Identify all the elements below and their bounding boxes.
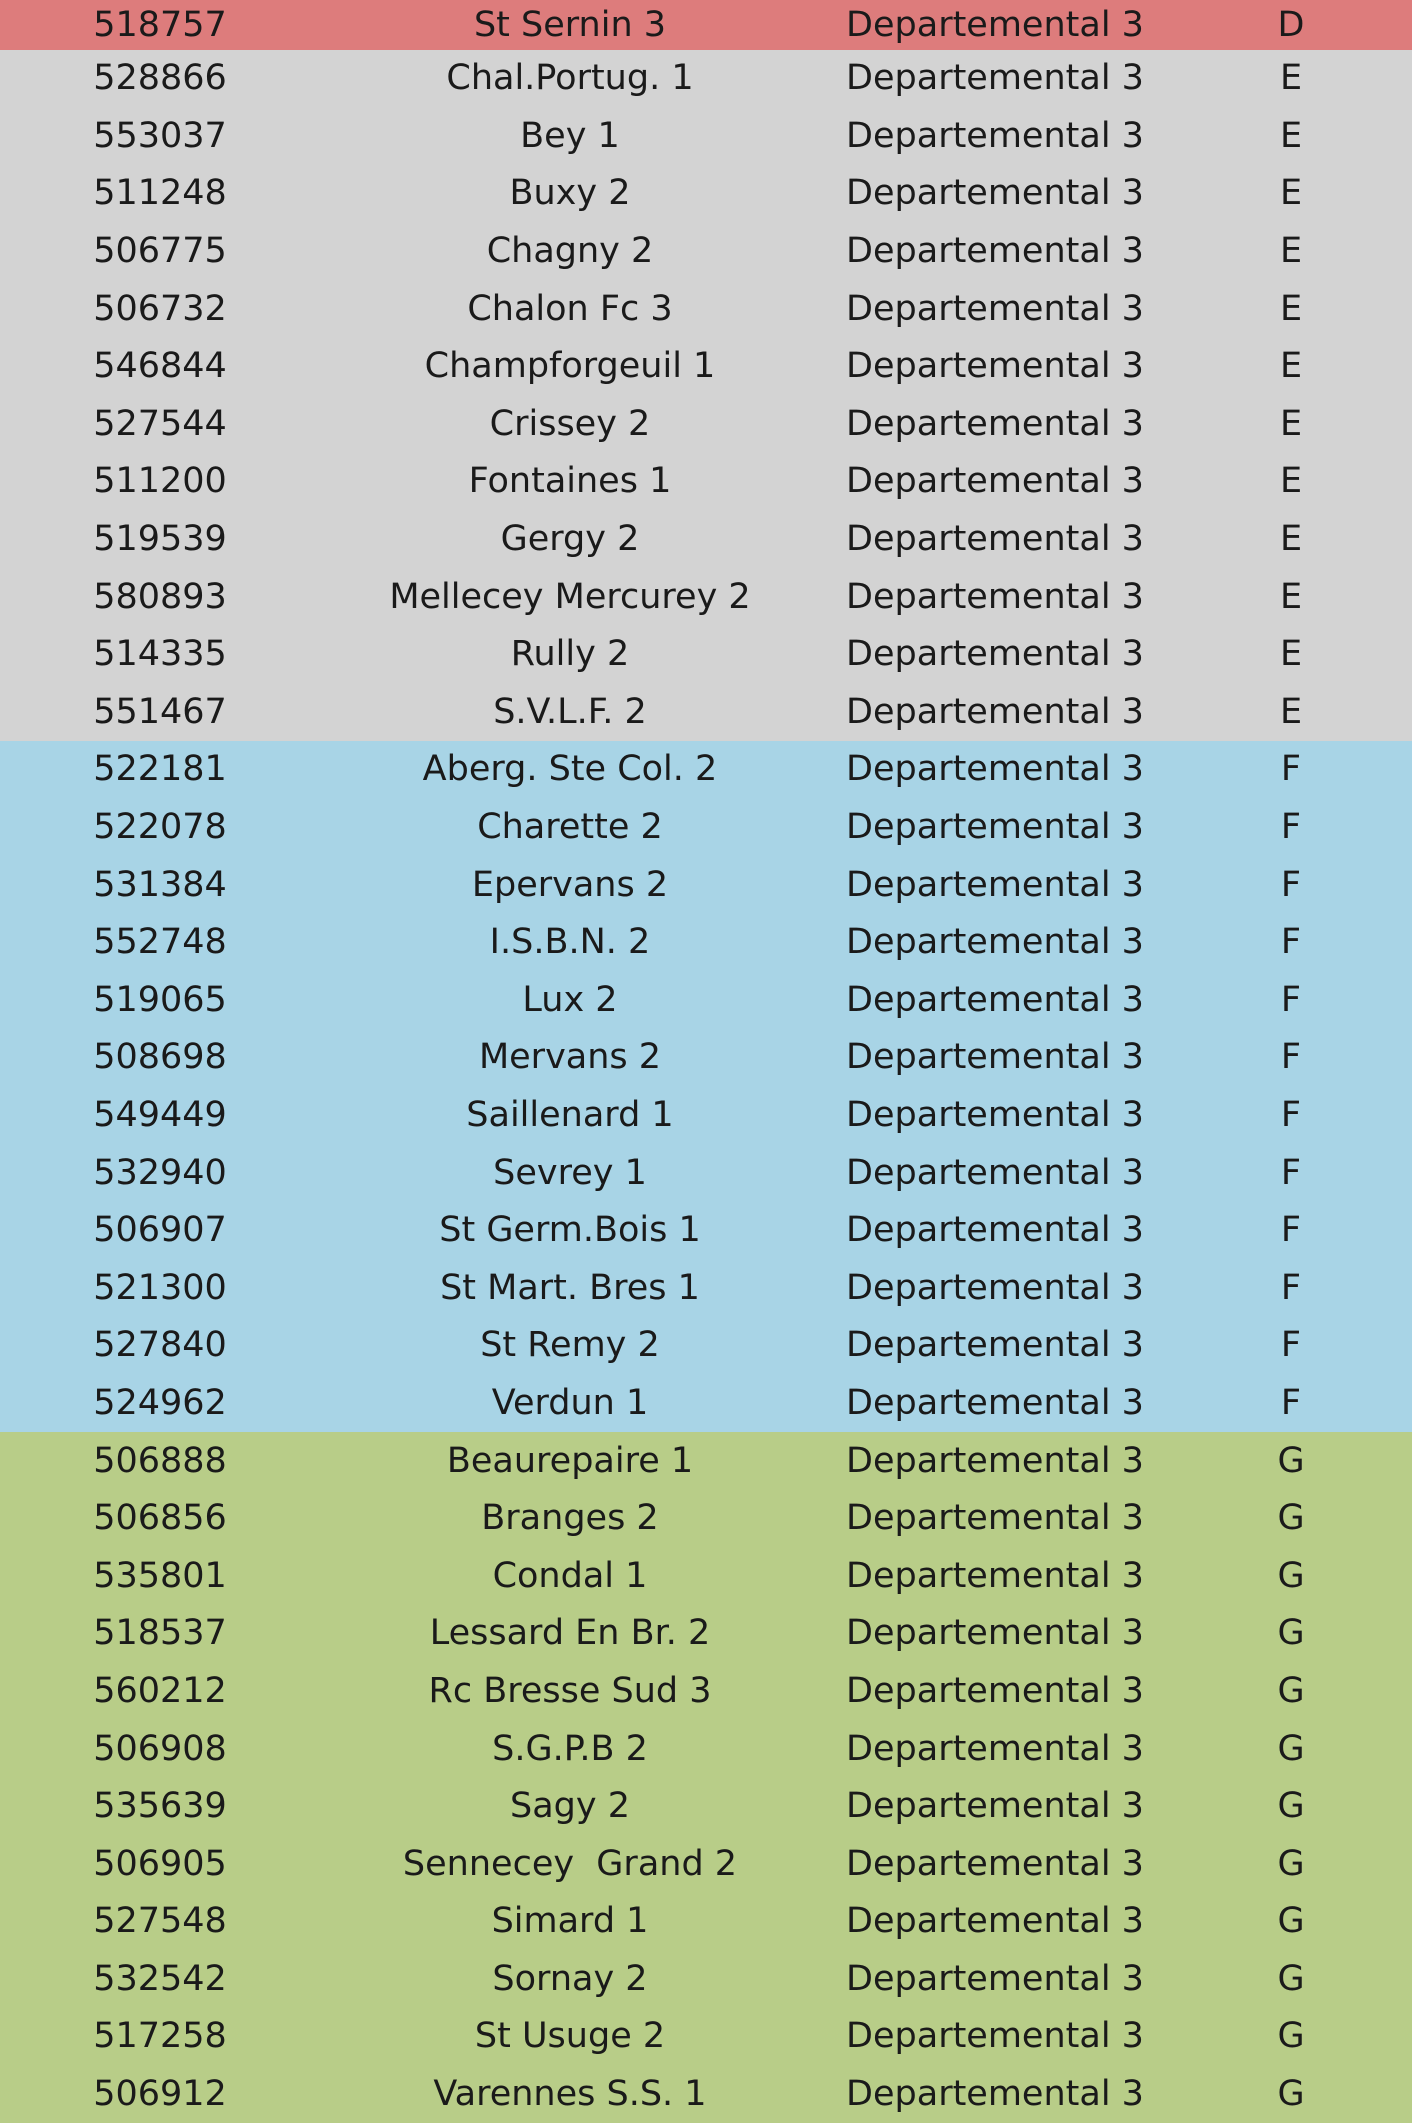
team-id-cell: 535801: [93, 1555, 227, 1596]
table-row: [0, 511, 1412, 569]
table-row: [0, 1893, 1412, 1951]
group-letter-cell: F: [1280, 1382, 1302, 1423]
club-name-cell: St Germ.Bois 1: [439, 1210, 701, 1251]
team-id-cell: 580893: [93, 576, 227, 617]
table-row: [0, 108, 1412, 166]
group-letter-cell: E: [1279, 58, 1303, 99]
team-id-cell: 546844: [93, 346, 227, 387]
group-letter-cell: G: [1277, 1786, 1305, 1827]
level-cell: Departemental 3: [846, 1498, 1144, 1539]
team-id-cell: 549449: [93, 1094, 227, 1135]
club-name-cell: Beaurepaire 1: [446, 1440, 694, 1481]
club-name-cell: S.V.L.F. 2: [493, 691, 647, 732]
level-cell: Departemental 3: [846, 922, 1144, 963]
team-id-cell: 519065: [93, 979, 227, 1020]
group-letter-cell: G: [1277, 1670, 1305, 1711]
level-cell: Departemental 3: [846, 2016, 1144, 2057]
table-row: [0, 856, 1412, 914]
table-row: [0, 1029, 1412, 1087]
level-cell: Departemental 3: [846, 4, 1144, 45]
group-letter-cell: G: [1277, 1613, 1305, 1654]
team-id-cell: 521300: [93, 1267, 227, 1308]
table-row: [0, 1547, 1412, 1605]
level-cell: Departemental 3: [846, 864, 1144, 905]
team-id-cell: 552748: [93, 922, 227, 963]
group-letter-cell: F: [1280, 922, 1302, 963]
team-id-cell: 506907: [93, 1210, 227, 1251]
table-row: [0, 0, 1412, 50]
club-name-cell: Simard 1: [491, 1901, 649, 1942]
group-letter-cell: E: [1279, 288, 1303, 329]
level-cell: Departemental 3: [846, 576, 1144, 617]
level-cell: Departemental 3: [846, 1843, 1144, 1884]
level-cell: Departemental 3: [846, 691, 1144, 732]
team-id-cell: 535639: [93, 1786, 227, 1827]
team-id-cell: 527840: [93, 1325, 227, 1366]
club-name-cell: St Remy 2: [480, 1325, 660, 1366]
level-cell: Departemental 3: [846, 634, 1144, 675]
group-letter-cell: F: [1280, 1267, 1302, 1308]
group-letter-cell: G: [1277, 1555, 1305, 1596]
level-cell: Departemental 3: [846, 115, 1144, 156]
team-id-cell: 519539: [93, 519, 227, 560]
team-id-cell: 506856: [93, 1498, 227, 1539]
table-row: [0, 280, 1412, 338]
team-id-cell: 518757: [93, 4, 227, 45]
table-row: [0, 165, 1412, 223]
level-cell: Departemental 3: [846, 1325, 1144, 1366]
team-id-cell: 522078: [93, 807, 227, 848]
table-row: [0, 50, 1412, 108]
table-row: [0, 2066, 1412, 2123]
club-name-cell: I.S.B.N. 2: [489, 922, 651, 963]
group-letter-cell: E: [1279, 691, 1303, 732]
club-name-cell: Rully 2: [510, 634, 630, 675]
team-id-cell: 532542: [93, 1958, 227, 1999]
team-id-cell: 517258: [93, 2016, 227, 2057]
level-cell: Departemental 3: [846, 1440, 1144, 1481]
group-letter-cell: F: [1280, 1210, 1302, 1251]
club-name-cell: Crissey 2: [489, 403, 651, 444]
team-id-cell: 506775: [93, 231, 227, 272]
table-row: [0, 1087, 1412, 1145]
level-cell: Departemental 3: [846, 1094, 1144, 1135]
group-letter-cell: G: [1277, 1958, 1305, 1999]
club-name-cell: Rc Bresse Sud 3: [428, 1670, 712, 1711]
group-letter-cell: E: [1279, 173, 1303, 214]
table-row: [0, 1605, 1412, 1663]
table-row: [0, 799, 1412, 857]
team-id-cell: 508698: [93, 1037, 227, 1078]
table-row: [0, 223, 1412, 281]
club-name-cell: Verdun 1: [491, 1382, 649, 1423]
club-name-cell: Buxy 2: [509, 173, 631, 214]
club-name-cell: Chalon Fc 3: [467, 288, 673, 329]
team-id-cell: 522181: [93, 749, 227, 790]
club-name-cell: Chagny 2: [486, 231, 654, 272]
group-letter-cell: F: [1280, 1325, 1302, 1366]
group-letter-cell: D: [1277, 4, 1305, 45]
group-letter-cell: F: [1280, 1152, 1302, 1193]
team-id-cell: 531384: [93, 864, 227, 905]
team-id-cell: 506888: [93, 1440, 227, 1481]
group-letter-cell: G: [1277, 1728, 1305, 1769]
club-name-cell: Gergy 2: [500, 519, 640, 560]
club-name-cell: St Sernin 3: [473, 4, 667, 45]
level-cell: Departemental 3: [846, 461, 1144, 502]
table-row: [0, 1144, 1412, 1202]
team-id-cell: 506732: [93, 288, 227, 329]
level-cell: Departemental 3: [846, 1670, 1144, 1711]
team-id-cell: 532940: [93, 1152, 227, 1193]
club-name-cell: Sornay 2: [492, 1958, 648, 1999]
table-row: [0, 1778, 1412, 1836]
level-cell: Departemental 3: [846, 173, 1144, 214]
level-cell: Departemental 3: [846, 231, 1144, 272]
team-id-cell: 506905: [93, 1843, 227, 1884]
level-cell: Departemental 3: [846, 58, 1144, 99]
team-id-cell: 524962: [93, 1382, 227, 1423]
table-row: [0, 338, 1412, 396]
level-cell: Departemental 3: [846, 403, 1144, 444]
level-cell: Departemental 3: [846, 1958, 1144, 1999]
team-id-cell: 527544: [93, 403, 227, 444]
group-letter-cell: G: [1277, 1440, 1305, 1481]
club-name-cell: Champforgeuil 1: [424, 346, 716, 387]
team-id-cell: 527548: [93, 1901, 227, 1942]
table-row: [0, 396, 1412, 454]
club-name-cell: Lessard En Br. 2: [429, 1613, 711, 1654]
group-letter-cell: G: [1277, 1901, 1305, 1942]
table-row: [0, 1720, 1412, 1778]
level-cell: Departemental 3: [846, 1613, 1144, 1654]
club-name-cell: Branges 2: [481, 1498, 659, 1539]
level-cell: Departemental 3: [846, 807, 1144, 848]
team-id-cell: 511248: [93, 173, 227, 214]
team-id-cell: 506912: [93, 2074, 227, 2115]
level-cell: Departemental 3: [846, 1267, 1144, 1308]
team-id-cell: 528866: [93, 58, 227, 99]
table-row: [0, 1951, 1412, 2009]
group-letter-cell: E: [1279, 519, 1303, 560]
group-letter-cell: F: [1280, 1094, 1302, 1135]
club-name-cell: Sevrey 1: [493, 1152, 647, 1193]
club-name-cell: Fontaines 1: [468, 461, 672, 502]
table-row: [0, 1202, 1412, 1260]
group-letter-cell: F: [1280, 864, 1302, 905]
club-name-cell: Varennes S.S. 1: [433, 2074, 707, 2115]
team-id-cell: 506908: [93, 1728, 227, 1769]
team-id-cell: 553037: [93, 115, 227, 156]
group-letter-cell: G: [1277, 1843, 1305, 1884]
table-row: [0, 1663, 1412, 1721]
level-cell: Departemental 3: [846, 749, 1144, 790]
group-letter-cell: E: [1279, 231, 1303, 272]
level-cell: Departemental 3: [846, 1210, 1144, 1251]
club-name-cell: Sennecey Grand 2: [402, 1843, 738, 1884]
table-row: [0, 1432, 1412, 1490]
level-cell: Departemental 3: [846, 1786, 1144, 1827]
club-name-cell: Charette 2: [477, 807, 663, 848]
club-name-cell: St Mart. Bres 1: [440, 1267, 700, 1308]
table-row: [0, 684, 1412, 742]
team-id-cell: 551467: [93, 691, 227, 732]
table-row: [0, 1317, 1412, 1375]
level-cell: Departemental 3: [846, 979, 1144, 1020]
level-cell: Departemental 3: [846, 1555, 1144, 1596]
group-letter-cell: E: [1279, 403, 1303, 444]
group-letter-cell: E: [1279, 461, 1303, 502]
club-name-cell: S.G.P.B 2: [492, 1728, 648, 1769]
table-row: [0, 1835, 1412, 1893]
level-cell: Departemental 3: [846, 288, 1144, 329]
table-row: [0, 626, 1412, 684]
club-name-cell: Mellecey Mercurey 2: [389, 576, 751, 617]
level-cell: Departemental 3: [846, 1728, 1144, 1769]
group-letter-cell: E: [1279, 346, 1303, 387]
group-letter-cell: F: [1280, 979, 1302, 1020]
club-name-cell: Chal.Portug. 1: [446, 58, 694, 99]
club-name-cell: Sagy 2: [510, 1786, 630, 1827]
group-letter-cell: F: [1280, 1037, 1302, 1078]
group-letter-cell: F: [1280, 749, 1302, 790]
club-name-cell: Epervans 2: [471, 864, 669, 905]
table-row: [0, 2008, 1412, 2066]
table-row: [0, 914, 1412, 972]
group-letter-cell: G: [1277, 2074, 1305, 2115]
team-id-cell: 514335: [93, 634, 227, 675]
group-letter-cell: G: [1277, 1498, 1305, 1539]
group-letter-cell: F: [1280, 807, 1302, 848]
level-cell: Departemental 3: [846, 1382, 1144, 1423]
club-name-cell: Condal 1: [492, 1555, 648, 1596]
club-name-cell: Mervans 2: [478, 1037, 662, 1078]
level-cell: Departemental 3: [846, 346, 1144, 387]
team-id-cell: 511200: [93, 461, 227, 502]
group-letter-cell: E: [1279, 115, 1303, 156]
group-letter-cell: G: [1277, 2016, 1305, 2057]
table-row: [0, 972, 1412, 1030]
club-name-cell: St Usuge 2: [474, 2016, 666, 2057]
table-row: [0, 741, 1412, 799]
club-name-cell: Aberg. Ste Col. 2: [422, 749, 718, 790]
team-id-cell: 560212: [93, 1670, 227, 1711]
club-name-cell: Bey 1: [520, 115, 620, 156]
level-cell: Departemental 3: [846, 1901, 1144, 1942]
club-name-cell: Lux 2: [522, 979, 618, 1020]
group-letter-cell: E: [1279, 576, 1303, 617]
level-cell: Departemental 3: [846, 2074, 1144, 2115]
level-cell: Departemental 3: [846, 1152, 1144, 1193]
table-row: [0, 1375, 1412, 1433]
level-cell: Departemental 3: [846, 519, 1144, 560]
table-row: [0, 1490, 1412, 1548]
group-letter-cell: E: [1279, 634, 1303, 675]
level-cell: Departemental 3: [846, 1037, 1144, 1078]
team-id-cell: 518537: [93, 1613, 227, 1654]
table-row: [0, 568, 1412, 626]
table-row: [0, 1259, 1412, 1317]
table-row: [0, 453, 1412, 511]
club-name-cell: Saillenard 1: [466, 1094, 674, 1135]
